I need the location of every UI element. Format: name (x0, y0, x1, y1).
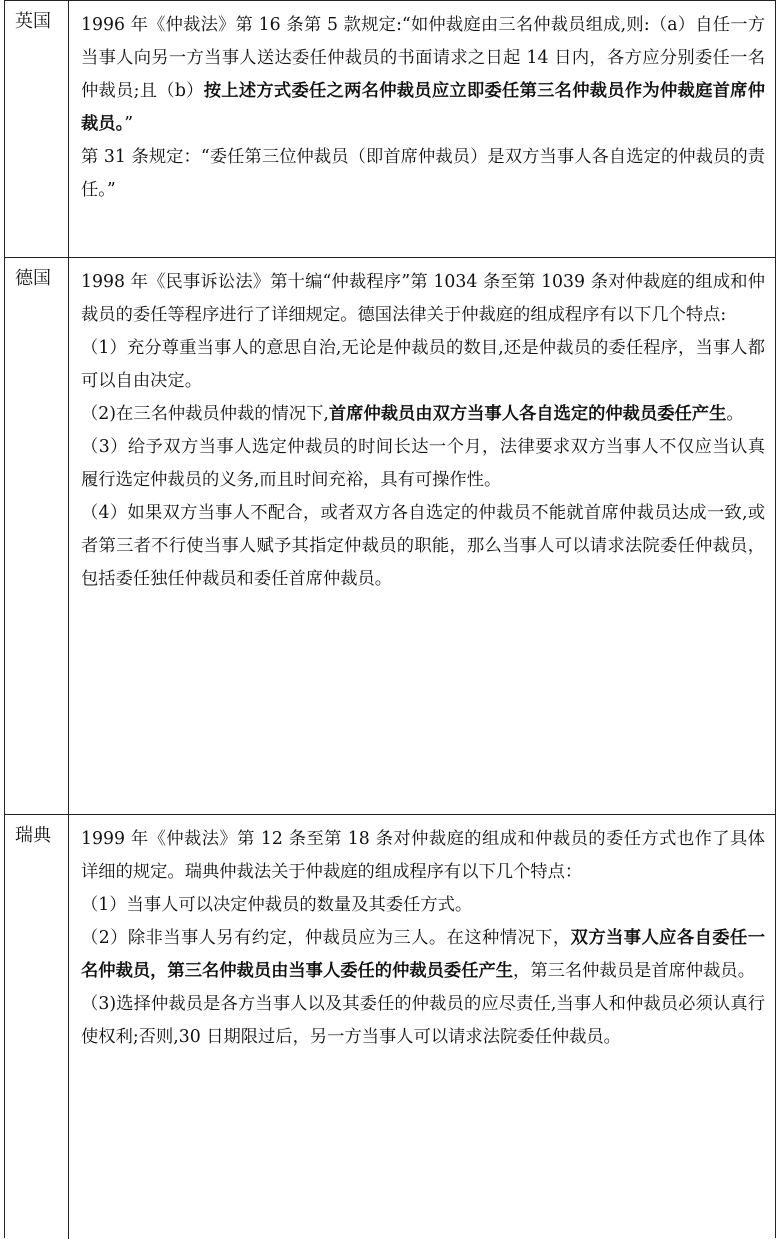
bold-text: 按上述方式委任之两名仲裁员应立即委任第三名仲裁员作为仲裁庭首席仲裁员。 (81, 81, 765, 134)
text-run: （1）当事人可以决定仲裁员的数量及其委任方式。 (81, 895, 473, 915)
text-run: ，第三名仲裁员是首席仲裁员。 (513, 961, 755, 981)
paragraph (81, 889, 765, 922)
table-row-sweden (5, 815, 775, 1239)
text-run: （2）除非当事人另有约定，仲裁员应为三人。在这种情况下， (81, 928, 571, 948)
text-run: （1）充分尊重当事人的意思自治,无论是仲裁员的数目,还是仲裁员的委任程序，当事人都可以自由决定。 (81, 338, 765, 391)
paragraph (81, 431, 765, 497)
comparison-table (4, 0, 776, 1238)
paragraph (81, 266, 765, 332)
content-cell (69, 258, 775, 814)
paragraph (81, 988, 765, 1054)
paragraph (81, 398, 765, 431)
bold-text: 双方当事人应各自委任一名仲裁员，第三名仲裁员由当事人委任的仲裁员委任产生 (81, 928, 765, 981)
text-run: 1996 年《仲裁法》第 16 条第 5 款规定:“如仲裁庭由三名仲裁员组成,则:（a）自任一方当事人向另一方当事人送达委任仲裁员的书面请求之日起 14 日内，各方应分别委任一名仲裁员;且（b） (81, 15, 765, 101)
text-run: （3）给予双方当事人选定仲裁员的时间长达一个月，法律要求双方当事人不仅应当认真履行选定仲裁员的义务,而且时间充裕，具有可操作性。 (81, 437, 765, 490)
paragraph (81, 497, 765, 596)
country-cell: 瑞典 (5, 815, 69, 1239)
text-run: 1999 年《仲裁法》第 12 条至第 18 条对仲裁庭的组成和仲裁员的委任方式也作了具体详细的规定。瑞典仲裁法关于仲裁庭的组成程序有以下几个特点： (81, 829, 765, 882)
paragraph (81, 9, 765, 141)
paragraph (81, 823, 765, 889)
country-cell: 英国 (5, 1, 69, 257)
paragraph (81, 922, 765, 988)
text-run: 1998 年《民事诉讼法》第十编“仲裁程序”第 1034 条至第 1039 条对仲裁庭的组成和仲裁员的委任等程序进行了详细规定。德国法律关于仲裁庭的组成程序有以下几个特点: (81, 272, 765, 325)
text-run: ” (124, 114, 134, 134)
text-run: （3)选择仲裁员是各方当事人以及其委任的仲裁员的应尽责任,当事人和仲裁员必须认真行使权利;否则,30 日期限过后，另一方当事人可以请求法院委任仲裁员。 (81, 994, 765, 1047)
content-cell (69, 1, 775, 257)
text-run: 。 (726, 404, 744, 424)
paragraph (81, 332, 765, 398)
text-run: （4）如果双方当事人不配合，或者双方各自选定的仲裁员不能就首席仲裁员达成一致,或者第三者不行使当事人赋予其指定仲裁员的职能，那么当事人可以请求法院委任仲裁员，包括委任独任仲裁员和委任首席仲裁员。 (81, 503, 765, 589)
paragraph (81, 141, 765, 207)
content-cell (69, 815, 775, 1239)
bold-text: 首席仲裁员由双方当事人各自选定的仲裁员委任产生 (328, 404, 727, 424)
table-row-germany (5, 258, 775, 815)
table-row-uk (5, 1, 775, 258)
text-run: 第 31 条规定：“委任第三位仲裁员（即首席仲裁员）是双方当事人各自选定的仲裁员的责任。” (81, 147, 765, 200)
country-cell: 德国 (5, 258, 69, 814)
text-run: （2)在三名仲裁员仲裁的情况下, (81, 404, 329, 424)
